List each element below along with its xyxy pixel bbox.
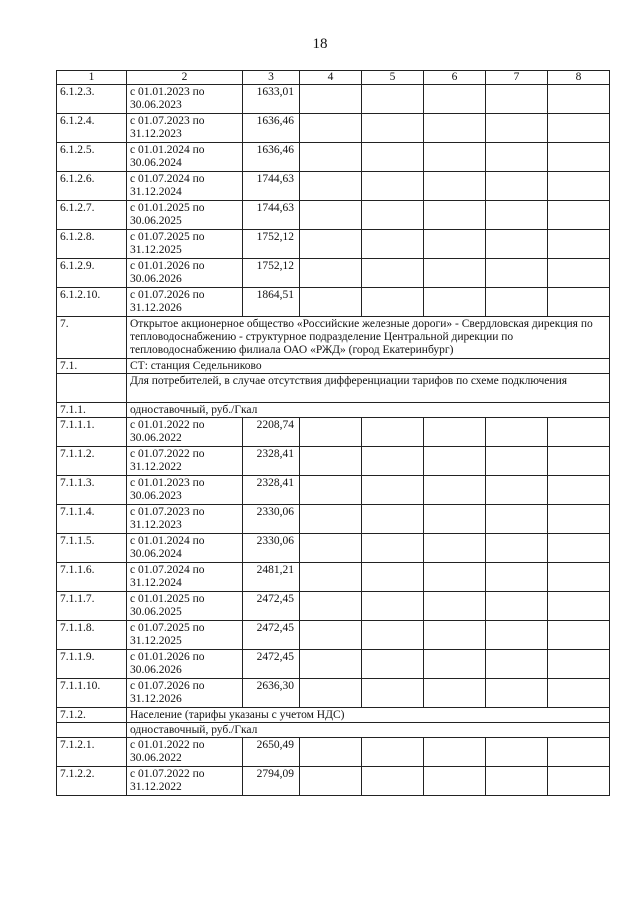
empty-cell xyxy=(486,534,548,563)
empty-cell xyxy=(362,288,424,317)
empty-cell xyxy=(486,650,548,679)
table-row xyxy=(57,172,610,201)
empty-cell xyxy=(300,738,362,767)
row-value: 2330,06 xyxy=(243,505,300,534)
row-code: 6.1.2.9. xyxy=(57,259,127,288)
table-row xyxy=(57,505,610,534)
empty-cell xyxy=(548,534,610,563)
row-code: 6.1.2.6. xyxy=(57,172,127,201)
empty-cell xyxy=(300,259,362,288)
row-period: с 01.01.2023 по 30.06.2023 xyxy=(127,476,243,505)
tariff-row xyxy=(57,403,610,418)
empty-cell xyxy=(424,534,486,563)
row-code: 7.1.1.4. xyxy=(57,505,127,534)
empty-cell xyxy=(362,534,424,563)
row-code: 7.1.1.7. xyxy=(57,592,127,621)
row-code: 7.1.1.9. xyxy=(57,650,127,679)
table-row xyxy=(57,650,610,679)
empty-cell xyxy=(300,288,362,317)
empty-cell xyxy=(362,114,424,143)
empty-cell xyxy=(548,143,610,172)
empty-cell xyxy=(548,201,610,230)
empty-cell xyxy=(424,767,486,796)
column-header: 2 xyxy=(127,71,243,85)
row-code: 6.1.2.5. xyxy=(57,143,127,172)
row-code: 7.1.2.2. xyxy=(57,767,127,796)
column-header: 5 xyxy=(362,71,424,85)
row-period: с 01.07.2023 по 31.12.2023 xyxy=(127,505,243,534)
column-header: 1 xyxy=(57,71,127,85)
column-header: 3 xyxy=(243,71,300,85)
empty-cell xyxy=(548,592,610,621)
row-value: 2650,49 xyxy=(243,738,300,767)
column-header: 8 xyxy=(548,71,610,85)
row-period: с 01.01.2024 по 30.06.2024 xyxy=(127,534,243,563)
empty-cell xyxy=(362,172,424,201)
empty-cell xyxy=(486,767,548,796)
empty-cell xyxy=(486,230,548,259)
empty-cell xyxy=(424,259,486,288)
empty-cell xyxy=(424,172,486,201)
column-header: 6 xyxy=(424,71,486,85)
empty-cell xyxy=(424,230,486,259)
table-row xyxy=(57,767,610,796)
empty-cell xyxy=(424,650,486,679)
empty-cell xyxy=(548,114,610,143)
empty-cell xyxy=(424,288,486,317)
table-row xyxy=(57,534,610,563)
table-row xyxy=(57,621,610,650)
table-row xyxy=(57,476,610,505)
row-value: 2481,21 xyxy=(243,563,300,592)
empty-cell xyxy=(362,201,424,230)
row-code: 6.1.2.10. xyxy=(57,288,127,317)
empty-cell xyxy=(424,592,486,621)
row-text: СТ: станция Седельниково xyxy=(127,359,610,374)
empty-cell xyxy=(424,85,486,114)
table-row xyxy=(57,592,610,621)
empty-cell xyxy=(300,172,362,201)
empty-cell xyxy=(486,114,548,143)
empty-cell xyxy=(300,143,362,172)
row-value: 1636,46 xyxy=(243,114,300,143)
row-code: 6.1.2.7. xyxy=(57,201,127,230)
row-period: с 01.01.2022 по 30.06.2022 xyxy=(127,418,243,447)
row-period: с 01.01.2025 по 30.06.2025 xyxy=(127,201,243,230)
empty-cell xyxy=(424,418,486,447)
table-row xyxy=(57,418,610,447)
empty-cell xyxy=(300,201,362,230)
row-code: 6.1.2.3. xyxy=(57,85,127,114)
empty-cell xyxy=(300,476,362,505)
empty-cell xyxy=(548,767,610,796)
empty-cell xyxy=(300,534,362,563)
row-period: с 01.07.2023 по 31.12.2023 xyxy=(127,114,243,143)
row-period: с 01.01.2023 по 30.06.2023 xyxy=(127,85,243,114)
org-row xyxy=(57,317,610,359)
empty-cell xyxy=(548,650,610,679)
empty-cell xyxy=(486,621,548,650)
empty-cell xyxy=(424,114,486,143)
empty-cell xyxy=(300,563,362,592)
row-period: с 01.07.2025 по 31.12.2025 xyxy=(127,230,243,259)
row-value: 2472,45 xyxy=(243,621,300,650)
empty-cell xyxy=(362,447,424,476)
row-period: с 01.01.2024 по 30.06.2024 xyxy=(127,143,243,172)
empty-cell xyxy=(362,259,424,288)
row-code: 6.1.2.8. xyxy=(57,230,127,259)
empty-cell xyxy=(362,650,424,679)
empty-cell xyxy=(424,738,486,767)
row-text: Население (тарифы указаны с учетом НДС) xyxy=(127,708,610,723)
table-row xyxy=(57,143,610,172)
empty-cell xyxy=(548,476,610,505)
empty-cell xyxy=(548,563,610,592)
row-code: 7.1. xyxy=(57,359,127,374)
row-value: 2328,41 xyxy=(243,476,300,505)
row-value: 2636,30 xyxy=(243,679,300,708)
section-row xyxy=(57,359,610,374)
empty-cell xyxy=(300,679,362,708)
row-period: с 01.01.2025 по 30.06.2025 xyxy=(127,592,243,621)
empty-cell xyxy=(548,259,610,288)
empty-cell xyxy=(424,476,486,505)
empty-cell xyxy=(548,621,610,650)
row-value: 1636,46 xyxy=(243,143,300,172)
empty-cell xyxy=(362,418,424,447)
row-value: 1752,12 xyxy=(243,230,300,259)
table-row xyxy=(57,288,610,317)
empty-cell xyxy=(486,172,548,201)
row-period: с 01.07.2022 по 31.12.2022 xyxy=(127,447,243,476)
row-code xyxy=(57,723,127,738)
row-period: с 01.07.2026 по 31.12.2026 xyxy=(127,288,243,317)
empty-cell xyxy=(548,418,610,447)
tariff-row xyxy=(57,723,610,738)
empty-cell xyxy=(300,592,362,621)
empty-cell xyxy=(548,172,610,201)
empty-cell xyxy=(548,85,610,114)
empty-cell xyxy=(486,85,548,114)
empty-cell xyxy=(300,418,362,447)
row-code: 7.1.1.8. xyxy=(57,621,127,650)
empty-cell xyxy=(424,621,486,650)
table-row xyxy=(57,85,610,114)
empty-cell xyxy=(486,418,548,447)
column-header: 7 xyxy=(486,71,548,85)
row-period: с 01.01.2026 по 30.06.2026 xyxy=(127,650,243,679)
table-row xyxy=(57,738,610,767)
row-code xyxy=(57,374,127,403)
row-text: одноставочный, руб./Гкал xyxy=(127,403,610,418)
empty-cell xyxy=(424,505,486,534)
row-period: с 01.07.2026 по 31.12.2026 xyxy=(127,679,243,708)
empty-cell xyxy=(424,201,486,230)
row-text: одноставочный, руб./Гкал xyxy=(127,723,610,738)
header-row xyxy=(57,71,610,85)
row-value: 2328,41 xyxy=(243,447,300,476)
empty-cell xyxy=(486,288,548,317)
empty-cell xyxy=(362,143,424,172)
row-value: 2208,74 xyxy=(243,418,300,447)
table-row xyxy=(57,230,610,259)
empty-cell xyxy=(362,230,424,259)
row-period: с 01.07.2025 по 31.12.2025 xyxy=(127,621,243,650)
empty-cell xyxy=(300,650,362,679)
empty-cell xyxy=(486,592,548,621)
page-number: 18 xyxy=(312,36,328,52)
row-code: 7.1.1.10. xyxy=(57,679,127,708)
empty-cell xyxy=(486,201,548,230)
table-row xyxy=(57,259,610,288)
empty-cell xyxy=(548,230,610,259)
row-code: 7.1.2.1. xyxy=(57,738,127,767)
empty-cell xyxy=(486,679,548,708)
column-header: 4 xyxy=(300,71,362,85)
row-period: с 01.07.2022 по 31.12.2022 xyxy=(127,767,243,796)
consumers-row xyxy=(57,374,610,403)
table-row xyxy=(57,114,610,143)
table-row xyxy=(57,679,610,708)
empty-cell xyxy=(424,563,486,592)
empty-cell xyxy=(486,259,548,288)
row-value: 2472,45 xyxy=(243,592,300,621)
empty-cell xyxy=(424,143,486,172)
row-code: 7.1.2. xyxy=(57,708,127,723)
row-code: 6.1.2.4. xyxy=(57,114,127,143)
table-row xyxy=(57,447,610,476)
empty-cell xyxy=(362,592,424,621)
empty-cell xyxy=(300,230,362,259)
empty-cell xyxy=(548,505,610,534)
empty-cell xyxy=(548,288,610,317)
row-value: 2794,09 xyxy=(243,767,300,796)
row-value: 2472,45 xyxy=(243,650,300,679)
empty-cell xyxy=(486,563,548,592)
empty-cell xyxy=(486,447,548,476)
empty-cell xyxy=(362,476,424,505)
row-value: 1633,01 xyxy=(243,85,300,114)
empty-cell xyxy=(486,143,548,172)
row-value: 1744,63 xyxy=(243,172,300,201)
row-code: 7.1.1.6. xyxy=(57,563,127,592)
empty-cell xyxy=(548,679,610,708)
population-row xyxy=(57,708,610,723)
row-period: с 01.07.2024 по 31.12.2024 xyxy=(127,172,243,201)
empty-cell xyxy=(486,505,548,534)
empty-cell xyxy=(300,85,362,114)
tariff-table xyxy=(56,70,610,796)
row-text: Открытое акционерное общество «Российские железные дороги» - Свердловская дирекция по тепловодоснабжению - структурное подразделение Центральной дирекции по тепловодоснабжению филиала ОАО «РЖД» (город Екатеринбург) xyxy=(127,317,610,359)
row-code: 7.1.1.5. xyxy=(57,534,127,563)
empty-cell xyxy=(362,738,424,767)
empty-cell xyxy=(486,476,548,505)
row-text: Для потребителей, в случае отсутствия дифференциации тарифов по схеме подключения xyxy=(127,374,610,403)
row-value: 1864,51 xyxy=(243,288,300,317)
row-period: с 01.07.2024 по 31.12.2024 xyxy=(127,563,243,592)
empty-cell xyxy=(300,767,362,796)
row-value: 2330,06 xyxy=(243,534,300,563)
empty-cell xyxy=(362,621,424,650)
empty-cell xyxy=(362,505,424,534)
empty-cell xyxy=(486,738,548,767)
empty-cell xyxy=(362,679,424,708)
empty-cell xyxy=(300,114,362,143)
row-code: 7.1.1.1. xyxy=(57,418,127,447)
table-row xyxy=(57,201,610,230)
table-row xyxy=(57,563,610,592)
empty-cell xyxy=(424,447,486,476)
empty-cell xyxy=(548,738,610,767)
empty-cell xyxy=(548,447,610,476)
row-code: 7.1.1.2. xyxy=(57,447,127,476)
row-period: с 01.01.2026 по 30.06.2026 xyxy=(127,259,243,288)
row-period: с 01.01.2022 по 30.06.2022 xyxy=(127,738,243,767)
row-code: 7.1.1. xyxy=(57,403,127,418)
row-code: 7. xyxy=(57,317,127,359)
row-value: 1744,63 xyxy=(243,201,300,230)
row-code: 7.1.1.3. xyxy=(57,476,127,505)
empty-cell xyxy=(300,447,362,476)
row-value: 1752,12 xyxy=(243,259,300,288)
empty-cell xyxy=(300,621,362,650)
empty-cell xyxy=(362,563,424,592)
empty-cell xyxy=(300,505,362,534)
empty-cell xyxy=(362,85,424,114)
empty-cell xyxy=(424,679,486,708)
empty-cell xyxy=(362,767,424,796)
